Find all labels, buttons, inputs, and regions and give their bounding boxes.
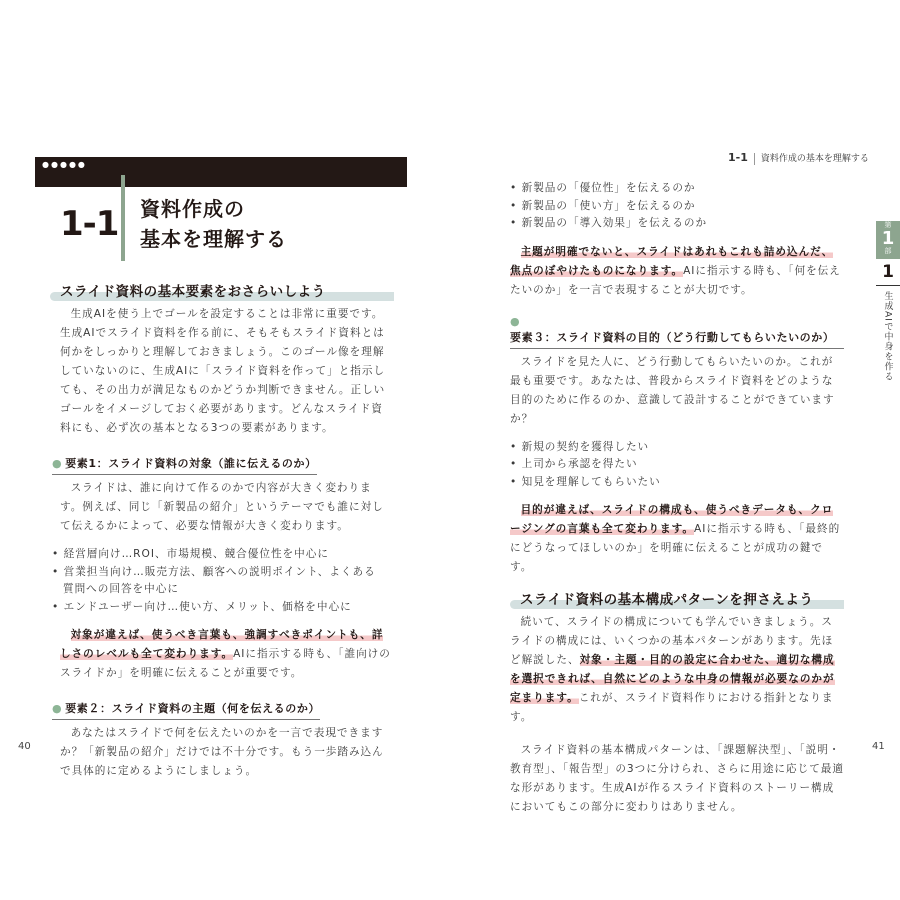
running-head-title: 資料作成の基本を理解する (760, 154, 869, 164)
paragraph-text: 続いて、スライドの構成についても学んでいきましょう。スライドの構成には、いくつかの基本パターンがあります。先ほど解説した、 (510, 616, 834, 666)
element1-paragraph: スライドは、誰に向けて作るのかで内容が大きく変わります。例えば、同じ「新製品の紹介」というテーマでも誰に対して伝えるかによって、必要な情報が大きく変わります。 (60, 482, 384, 532)
element2-list (510, 180, 844, 233)
list-item: • 新製品の「使い方」を伝えるのか (510, 198, 844, 216)
section-heading (520, 591, 844, 609)
chapter-tab-number: 1 (876, 262, 900, 286)
part-tab-bu: 部 (884, 247, 892, 255)
intro-paragraph: 生成AIを使う上でゴールを設定することは非常に重要です。生成AIでスライド資料を作る前に、そもそもスライド資料とは何かをしっかりと理解しておきましょう。このゴール像を理解していないのに、生成AIに「スライド資料を作って」と指示しても、その出力が満足なものかどうか判断できません。正しいゴールをイメージしておく必要があります。どんなスライド資料にも、必ず次の基本となる3つの要素があります。 (60, 308, 386, 434)
list-item: • 経営層向け…ROI、市場規模、競合優位性を中心に (52, 546, 386, 564)
element2-heading-text: 要素２：スライド資料の主題（何を伝えるのか） (65, 702, 321, 715)
highlighted-text: 主題が明確でないと、スライドはあれもこれも詰め込んだ、焦点のぼやけたものになります。 (510, 245, 834, 277)
section-heading-text: スライド資料の基本要素をおさらいしよう (60, 284, 326, 300)
section-heading (60, 283, 394, 301)
element1-summary (60, 626, 394, 683)
highlighted-text: 目的が違えば、スライドの構成も、使うべきデータも、クロージングの言葉も全て変わります。 (510, 504, 834, 535)
page-number-left: 40 (18, 741, 31, 752)
list-item: • 新製品の「導入効果」を伝えるのか (510, 215, 844, 233)
summary-text: AIに指示する時も、「最終的にどうなってほしいのか」を明確に伝えることが成功の鍵です。 (510, 523, 841, 573)
element3-summary (510, 501, 844, 577)
summary-text: AIに指示する時も、「何を伝えたいのか」を一言で表現することが大切です。 (510, 264, 841, 296)
element1-heading-text: 要素1：スライド資料の対象（誰に伝えるのか） (65, 457, 317, 470)
element2-heading (52, 697, 320, 720)
running-head (728, 151, 869, 165)
chapter-number: 1-1 (60, 204, 119, 244)
bullet-dot-icon: ● (510, 314, 521, 328)
part-tab-number: 1 (881, 228, 895, 249)
element2-paragraph: あなたはスライドで何を伝えたいのかを一言で表現できますか？「新製品の紹介」だけでは不十分です。もう一歩踏み込んで具体的に定めるようにしましょう。 (60, 727, 384, 777)
list-item: • 営業担当向け…販売方法、顧客への説明ポイント、よくある質問への回答を中心に (52, 564, 386, 599)
element3-heading (510, 314, 844, 349)
element1-list (52, 546, 386, 616)
list-item: • 新規の契約を獲得したい (510, 439, 844, 457)
section-heading-text: スライド資料の基本構成パターンを押さえよう (520, 592, 814, 608)
summary-text: AIに指示する時も、「誰向けのスライドか」を明確に伝えることが重要です。 (60, 648, 391, 679)
section2-paragraph-2: スライド資料の基本構成パターンは、「課題解決型」、「説明・教育型」、「報告型」の3つに分けられ、さらに用途に応じて最適な形があります。生成AIが作るスライド資料のストーリー構成においてもこの部分に変わりはありません。 (510, 744, 844, 813)
title-divider (121, 175, 125, 261)
chapter-tab-title: 生成AIで中身を作る (882, 291, 893, 382)
list-item: • 知見を理解してもらいたい (510, 474, 844, 492)
chapter-title-line2: 基本を理解する (140, 227, 287, 251)
chapter-title-line1: 資料作成の (140, 197, 245, 221)
paragraph-text: これが、スライド資料作りにおける指針となります。 (510, 692, 834, 723)
right-page-body (510, 180, 844, 817)
list-item: • 新製品の「優位性」を伝えるのか (510, 180, 844, 198)
element1-heading (52, 452, 317, 475)
part-tab (876, 221, 900, 259)
element2-summary (510, 243, 844, 300)
page-number-right: 41 (872, 741, 885, 752)
list-item: • エンドユーザー向け…使い方、メリット、価格を中心に (52, 599, 386, 617)
part-tab-dai: 第 (884, 221, 892, 229)
bullet-dot-icon: ● (52, 702, 63, 715)
element3-list (510, 439, 844, 492)
list-item: • 上司から承認を得たい (510, 456, 844, 474)
highlighted-text: 対象・主題・目的の設定に合わせた、適切な構成を選択できれば、自然にどのような中身の情報が必要なのかが定まります。 (510, 654, 835, 704)
section2-paragraph-1 (510, 613, 844, 727)
element3-heading-text: 要素３：スライド資料の目的（どう行動してもらいたいのか） (510, 330, 835, 344)
chapter-header-bar (35, 157, 407, 187)
highlighted-text: 対象が違えば、使うべき言葉も、強調すべきポイントも、詳しさのレベルも全て変わります。 (60, 629, 384, 660)
element3-paragraph: スライドを見た人に、どう行動してもらいたいのか。これが最も重要です。あなたは、普段からスライド資料をどのような目的のために作るのか、意識して設計することができていますか？ (510, 355, 835, 425)
chapter-title (140, 194, 287, 254)
decorative-dots: ●●●●● (42, 160, 87, 169)
running-head-number: 1-1 (728, 151, 748, 164)
left-page-body (52, 283, 394, 781)
bullet-dot-icon: ● (52, 457, 63, 470)
